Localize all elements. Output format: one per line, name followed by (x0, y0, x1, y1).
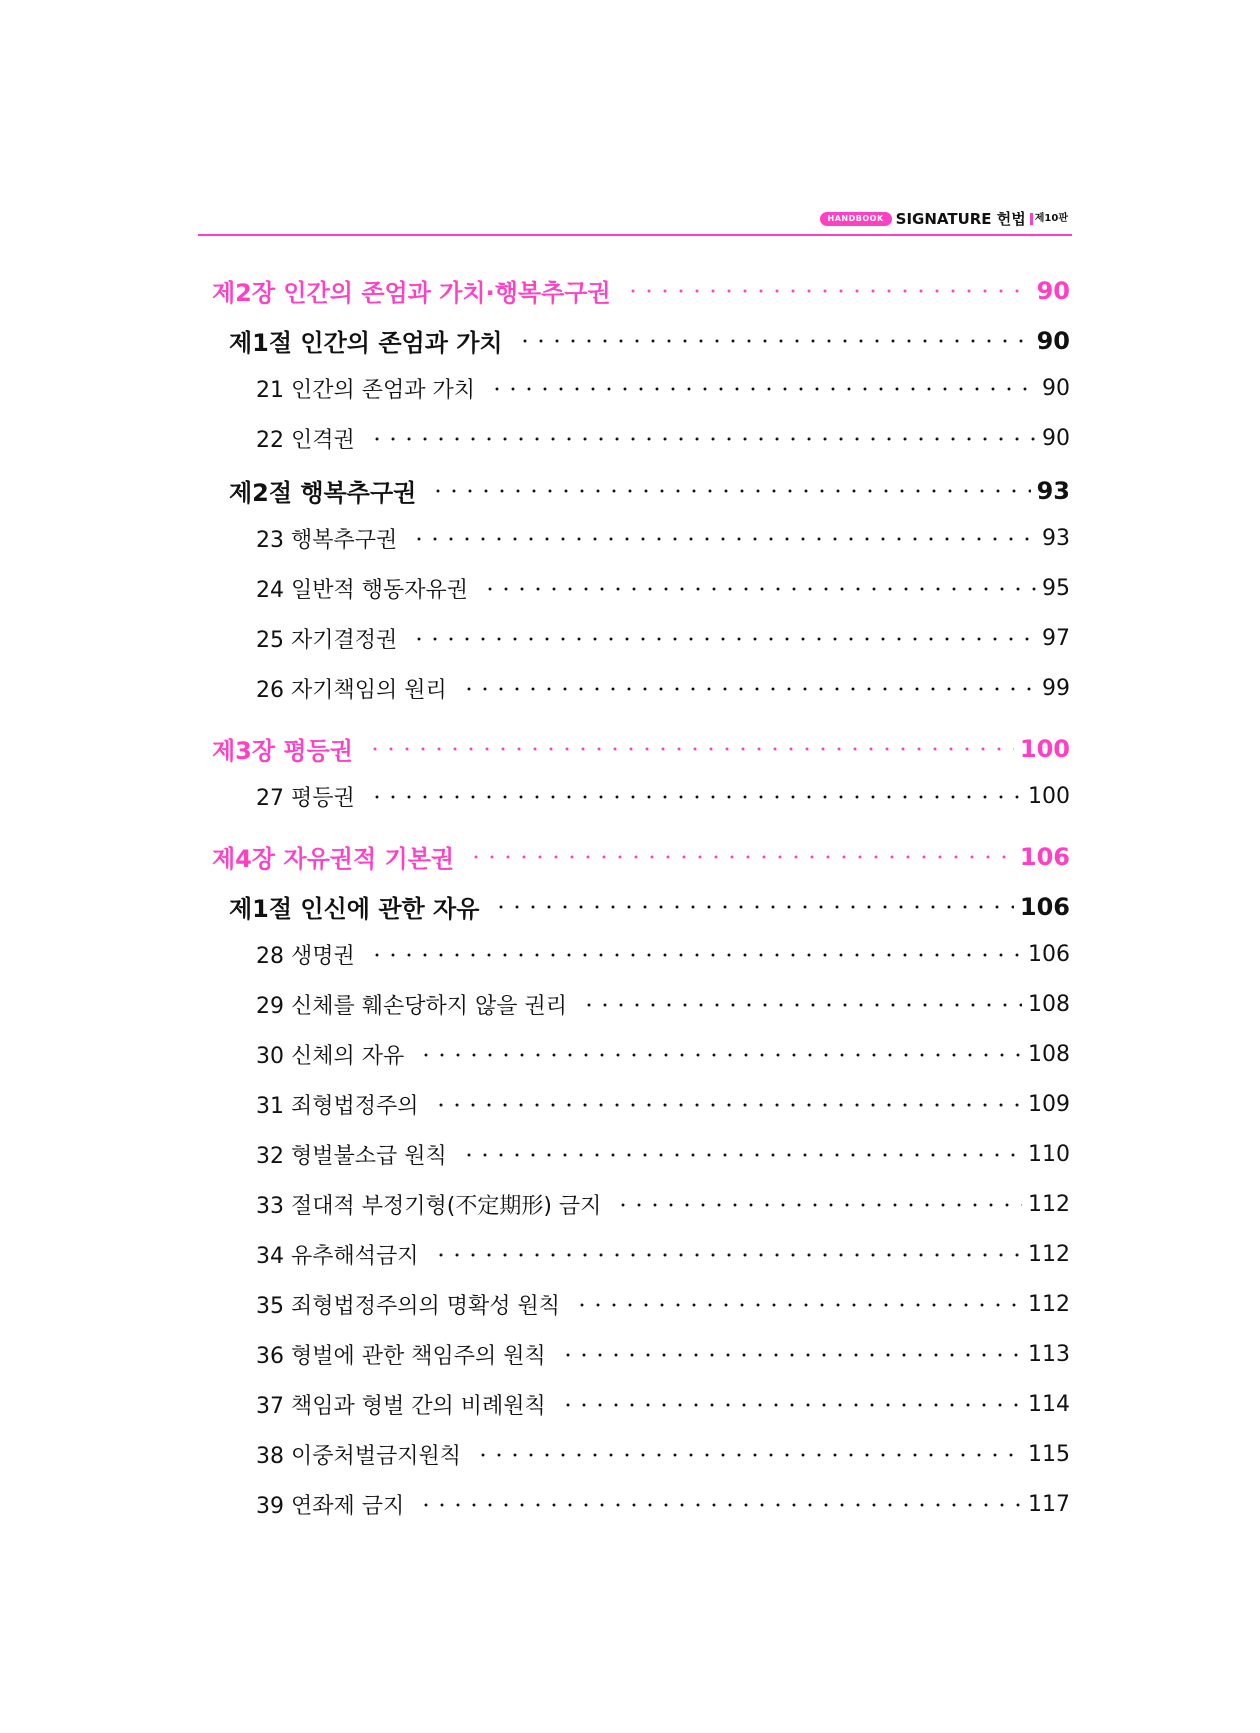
dot-leader (418, 1053, 1022, 1057)
dot-leader (461, 1153, 1022, 1157)
dot-leader (581, 1003, 1022, 1007)
toc-page-number: 114 (1028, 1392, 1070, 1417)
header-brand-group (820, 208, 1068, 229)
toc-section (229, 889, 1070, 924)
toc-item (256, 623, 1070, 654)
dot-leader (411, 537, 1036, 541)
toc-page-number: 93 (1036, 476, 1070, 505)
toc-item (256, 1189, 1070, 1220)
toc-entry-title: 제1절 인간의 존엄과 가치 (229, 329, 503, 357)
toc-entry-title: 34 유추해석금지 (256, 1244, 419, 1269)
toc-item (256, 1489, 1070, 1520)
dot-leader (560, 1403, 1022, 1407)
toc-entry-title: 25 자기결정권 (256, 628, 398, 653)
toc-section (229, 323, 1070, 358)
toc-item (256, 781, 1070, 812)
toc-entry-title: 32 형벌불소급 원칙 (256, 1144, 447, 1169)
toc-entry-title: 29 신체를 훼손당하지 않을 권리 (256, 994, 567, 1019)
toc-entry-title: 30 신체의 자유 (256, 1044, 405, 1069)
toc-item (256, 523, 1070, 554)
toc-entry-title: 제2장 인간의 존엄과 가치·행복추구권 (212, 279, 611, 307)
edition-label: 제10판 (1030, 213, 1068, 225)
toc-chapter (212, 273, 1070, 308)
toc-item (256, 939, 1070, 970)
dot-leader (369, 437, 1036, 441)
toc-entry-title: 24 일반적 행동자유권 (256, 578, 468, 603)
toc-entry-title: 33 절대적 부정기형(不定期形) 금지 (256, 1194, 602, 1219)
toc-page-number: 115 (1028, 1442, 1070, 1467)
toc-entry-title: 제4장 자유권적 기본권 (212, 845, 455, 873)
toc-page-number: 99 (1042, 676, 1070, 701)
toc-page-number: 100 (1019, 734, 1070, 763)
toc-item (256, 1339, 1070, 1370)
toc-item (256, 1039, 1070, 1070)
dot-leader (489, 387, 1036, 391)
dot-leader (369, 795, 1022, 799)
toc-page-number: 110 (1028, 1142, 1070, 1167)
toc-chapter (212, 839, 1070, 874)
toc-item (256, 423, 1070, 454)
dot-leader (418, 1503, 1022, 1507)
toc-entry-title: 제2절 행복추구권 (229, 479, 417, 507)
toc-item (256, 573, 1070, 604)
toc-item (256, 1139, 1070, 1170)
dot-leader (430, 489, 1030, 493)
toc-page-number: 113 (1028, 1342, 1070, 1367)
book-title: SIGNATURE 헌법 (895, 210, 1026, 228)
toc-item (256, 1089, 1070, 1120)
dot-leader (615, 1203, 1022, 1207)
toc-page-number: 108 (1028, 1042, 1070, 1067)
toc-item (256, 673, 1070, 704)
toc-entry-title: 36 형벌에 관한 책임주의 원칙 (256, 1344, 546, 1369)
dot-leader (411, 637, 1036, 641)
toc-page-number: 106 (1019, 842, 1070, 871)
toc-item (256, 1239, 1070, 1270)
toc-page-number: 106 (1028, 942, 1070, 967)
toc-entry-title: 35 죄형법정주의의 명확성 원칙 (256, 1294, 560, 1319)
dot-leader (468, 855, 1014, 859)
dot-leader (461, 687, 1036, 691)
toc-page-number: 108 (1028, 992, 1070, 1017)
dot-leader (517, 339, 1031, 343)
toc-page-number: 90 (1042, 376, 1070, 401)
toc-chapter (212, 731, 1070, 766)
toc-entry-title: 23 행복추구권 (256, 528, 398, 553)
toc-page-number: 112 (1028, 1192, 1070, 1217)
dot-leader (625, 289, 1031, 293)
toc-item (256, 989, 1070, 1020)
handbook-badge: HANDBOOK (820, 212, 892, 226)
toc-entry-title: 22 인격권 (256, 428, 355, 453)
dot-leader (367, 747, 1014, 751)
running-header (198, 204, 1072, 236)
toc-page-number: 90 (1036, 326, 1070, 355)
toc-entry-title: 제3장 평등권 (212, 737, 353, 765)
toc-entry-title: 28 생명권 (256, 944, 355, 969)
toc-page-number: 90 (1042, 426, 1070, 451)
toc-entry-title: 27 평등권 (256, 786, 355, 811)
toc-item (256, 1439, 1070, 1470)
toc-page-number: 109 (1028, 1092, 1070, 1117)
toc-page-number: 100 (1028, 784, 1070, 809)
toc-page-number: 112 (1028, 1292, 1070, 1317)
dot-leader (433, 1253, 1023, 1257)
dot-leader (433, 1103, 1023, 1107)
toc-page-number: 97 (1042, 626, 1070, 651)
dot-leader (560, 1353, 1022, 1357)
toc-page-number: 112 (1028, 1242, 1070, 1267)
toc-page-number: 106 (1019, 892, 1070, 921)
toc-item (256, 1289, 1070, 1320)
toc-entry-title: 26 자기책임의 원리 (256, 678, 447, 703)
dot-leader (475, 1453, 1022, 1457)
toc-entry-title: 31 죄형법정주의 (256, 1094, 419, 1119)
toc-entry-title: 21 인간의 존엄과 가치 (256, 378, 475, 403)
toc-item (256, 373, 1070, 404)
toc-entry-title: 37 책임과 형벌 간의 비례원칙 (256, 1394, 546, 1419)
toc-page-number: 90 (1036, 276, 1070, 305)
toc-item (256, 1389, 1070, 1420)
dot-leader (482, 587, 1036, 591)
toc-page-number: 93 (1042, 526, 1070, 551)
toc-entry-title: 38 이중처벌금지원칙 (256, 1444, 462, 1469)
toc-page-number: 95 (1042, 576, 1070, 601)
dot-leader (574, 1303, 1022, 1307)
toc-section (229, 473, 1070, 508)
dot-leader (493, 905, 1013, 909)
toc-entry-title: 39 연좌제 금지 (256, 1494, 405, 1519)
toc-entry-title: 제1절 인신에 관한 자유 (229, 895, 480, 923)
dot-leader (369, 953, 1022, 957)
toc-page-number: 117 (1028, 1492, 1070, 1517)
